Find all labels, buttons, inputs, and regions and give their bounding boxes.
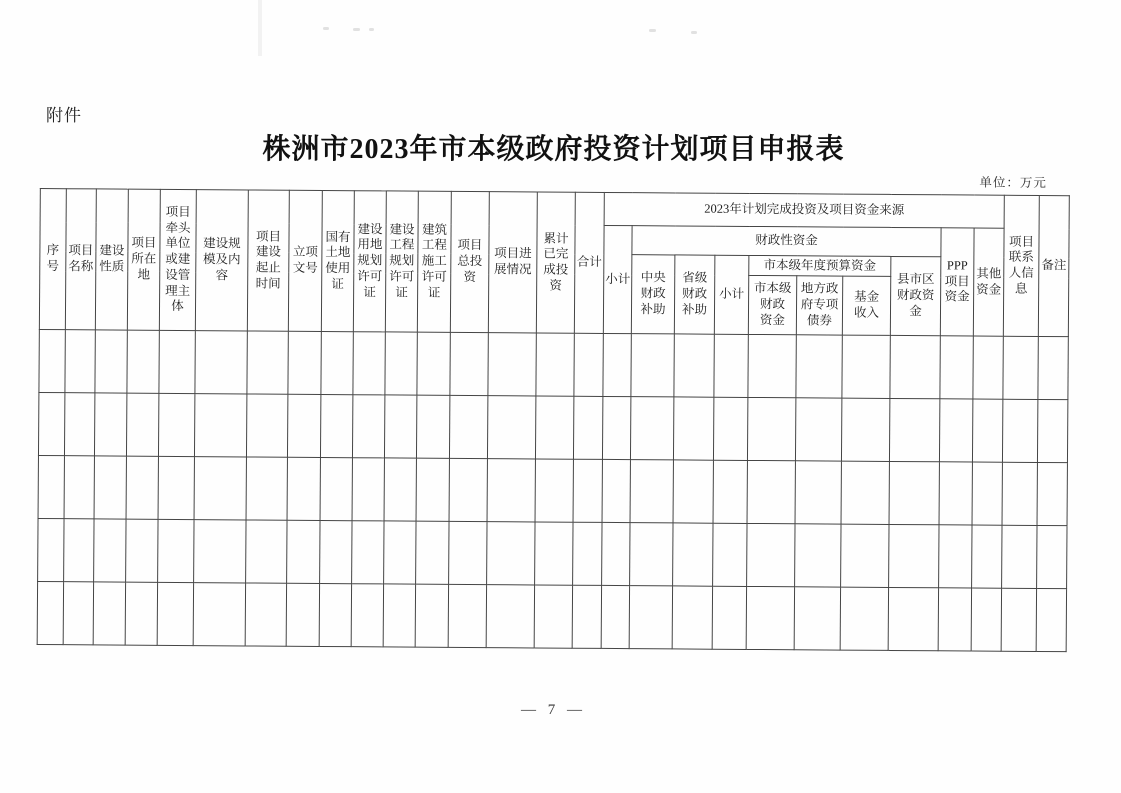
empty-cell	[353, 332, 385, 395]
empty-cell	[352, 395, 384, 458]
empty-cell	[38, 455, 64, 518]
col-fund-income: 基金 收入	[842, 276, 890, 335]
empty-cell	[1001, 588, 1036, 651]
col-project-location: 项目 所在 地	[127, 189, 160, 330]
empty-cell	[450, 332, 488, 395]
col-project-name: 项目 名称	[65, 189, 96, 330]
empty-cell	[534, 585, 572, 648]
empty-cell	[416, 395, 449, 458]
empty-cell	[288, 331, 321, 394]
empty-cell	[383, 584, 415, 647]
col-cumulative-completed: 累计 已完 成投 资	[536, 192, 575, 333]
empty-cell	[246, 457, 287, 520]
col-start-end-time: 项目 建设 起止 时间	[247, 190, 289, 331]
col-approval-doc-no: 立项 文号	[288, 190, 322, 331]
empty-cell	[64, 519, 94, 582]
empty-cell	[938, 588, 971, 651]
empty-cell	[486, 585, 534, 648]
empty-cell	[674, 334, 714, 397]
empty-cell	[246, 394, 287, 457]
empty-cell	[631, 334, 674, 397]
empty-cell	[94, 456, 126, 519]
empty-cell	[287, 394, 320, 457]
table-body	[37, 329, 1068, 651]
empty-cell	[889, 524, 939, 587]
empty-cell	[1037, 462, 1067, 525]
empty-cell	[94, 393, 126, 456]
empty-cell	[385, 332, 417, 395]
col-ppp-funds: PPP 项目 资金	[940, 228, 974, 336]
empty-cell	[573, 522, 602, 585]
empty-data-row	[37, 581, 1066, 651]
empty-cell	[94, 519, 126, 582]
page-title: 株洲市2023年市本级政府投资计划项目申报表	[262, 134, 845, 165]
col-other-funds: 其他 资金	[973, 228, 1004, 336]
col-serial-no: 序 号	[39, 189, 66, 330]
empty-cell	[573, 396, 602, 459]
empty-cell	[320, 457, 352, 520]
empty-cell	[841, 461, 889, 524]
empty-cell	[673, 460, 713, 523]
empty-cell	[194, 394, 246, 457]
empty-cell	[840, 587, 888, 650]
empty-cell	[673, 397, 713, 460]
empty-cell	[487, 396, 535, 459]
empty-cell	[126, 519, 158, 582]
empty-cell	[888, 587, 938, 650]
empty-cell	[573, 459, 602, 522]
empty-cell	[384, 395, 416, 458]
empty-cell	[38, 392, 64, 455]
empty-cell	[320, 520, 352, 583]
empty-cell	[535, 459, 573, 522]
empty-cell	[63, 582, 93, 645]
empty-cell	[194, 457, 246, 520]
empty-cell	[487, 522, 535, 585]
empty-cell	[321, 331, 353, 394]
empty-data-row	[38, 455, 1067, 525]
empty-cell	[842, 335, 890, 398]
col-2023-subtotal: 小计	[603, 225, 632, 333]
empty-cell	[37, 581, 63, 644]
empty-cell	[1002, 462, 1037, 525]
empty-cell	[448, 584, 486, 647]
empty-cell	[748, 334, 796, 397]
empty-cell	[714, 334, 748, 397]
empty-cell	[65, 330, 95, 393]
empty-cell	[39, 329, 65, 392]
empty-cell	[194, 520, 246, 583]
empty-cell	[1003, 336, 1038, 399]
empty-cell	[1036, 588, 1066, 651]
col-lead-unit: 项目 牵头 单位 或建 设管 理主 体	[159, 189, 196, 330]
scan-artifact	[691, 31, 697, 34]
empty-cell	[535, 522, 573, 585]
empty-cell	[795, 461, 841, 524]
empty-cell	[972, 525, 1002, 588]
empty-cell	[535, 396, 573, 459]
empty-cell	[630, 523, 673, 586]
scan-artifact	[258, 0, 262, 56]
empty-cell	[287, 457, 320, 520]
empty-cell	[384, 458, 416, 521]
empty-cell	[972, 399, 1002, 462]
empty-cell	[416, 521, 449, 584]
group-2023-investment-sources: 2023年计划完成投资及项目资金来源	[604, 192, 1004, 228]
empty-cell	[795, 398, 841, 461]
col-county-district-fiscal: 县市区 财政资 金	[890, 256, 941, 335]
col-remarks: 备注	[1038, 195, 1069, 336]
empty-cell	[746, 586, 794, 649]
empty-cell	[126, 393, 158, 456]
empty-cell	[747, 523, 795, 586]
empty-cell	[352, 521, 384, 584]
col-local-gov-special-bonds: 地方政 府专项 债券	[796, 276, 842, 335]
scan-artifact	[353, 28, 360, 31]
col-contact-info: 项目 联系 人信 息	[1003, 195, 1039, 336]
group-fiscal-funds: 财政性资金	[632, 226, 941, 257]
empty-cell	[536, 333, 574, 396]
empty-cell	[713, 397, 747, 460]
empty-cell	[351, 584, 383, 647]
empty-cell	[64, 393, 94, 456]
empty-cell	[95, 330, 127, 393]
empty-cell	[713, 460, 747, 523]
empty-cell	[320, 394, 352, 457]
empty-cell	[629, 586, 672, 649]
col-central-subsidy: 中央 财政 补助	[631, 255, 675, 334]
empty-cell	[416, 458, 449, 521]
empty-cell	[193, 583, 245, 646]
empty-cell	[487, 459, 535, 522]
col-scale-content: 建设规 模及内 容	[195, 190, 248, 331]
empty-data-row	[38, 392, 1067, 462]
scan-artifact	[323, 27, 329, 30]
empty-cell	[889, 398, 939, 461]
col-total-investment: 项目 总投 资	[450, 191, 489, 332]
empty-cell	[1002, 525, 1037, 588]
empty-cell	[841, 524, 889, 587]
empty-cell	[1037, 525, 1067, 588]
col-construction-nature: 建设 性质	[95, 189, 128, 330]
empty-cell	[572, 585, 601, 648]
empty-cell	[890, 335, 940, 398]
empty-cell	[415, 584, 448, 647]
empty-cell	[713, 523, 747, 586]
empty-cell	[747, 460, 795, 523]
empty-cell	[319, 583, 351, 646]
empty-cell	[795, 524, 841, 587]
empty-cell	[245, 583, 286, 646]
empty-data-row	[38, 518, 1067, 588]
empty-cell	[602, 459, 630, 522]
empty-cell	[1038, 336, 1068, 399]
col-municipal-budget-subtotal: 小计	[714, 255, 749, 334]
empty-cell	[417, 332, 450, 395]
empty-cell	[488, 333, 536, 396]
empty-cell	[127, 330, 159, 393]
empty-cell	[601, 585, 629, 648]
page-number: — 7 —	[521, 702, 586, 718]
empty-cell	[126, 456, 158, 519]
empty-cell	[38, 518, 64, 581]
table-header	[39, 189, 1069, 337]
empty-cell	[796, 335, 842, 398]
empty-cell	[1003, 399, 1038, 462]
empty-cell	[158, 456, 194, 519]
empty-cell	[158, 393, 194, 456]
col-progress-status: 项目进 展情况	[488, 192, 537, 333]
empty-cell	[64, 456, 94, 519]
empty-cell	[747, 397, 795, 460]
empty-cell	[157, 582, 193, 645]
col-grand-total: 合计	[574, 192, 604, 333]
empty-cell	[841, 398, 889, 461]
empty-cell	[672, 586, 712, 649]
empty-cell	[794, 587, 840, 650]
col-land-planning-permit: 建设 用地 规划 许可 证	[353, 191, 386, 332]
scan-artifact	[369, 28, 374, 31]
empty-cell	[971, 588, 1001, 651]
empty-cell	[195, 331, 247, 394]
col-land-use-cert: 国有 土地 使用 证	[321, 190, 354, 331]
empty-cell	[384, 521, 416, 584]
empty-cell	[939, 525, 972, 588]
col-project-planning-permit: 建设 工程 规划 许可 证	[385, 191, 418, 332]
group-municipal-budget: 市本级年度预算资金	[749, 255, 891, 276]
col-municipal-fiscal-funds: 市本级 财政 资金	[748, 275, 796, 334]
empty-cell	[602, 396, 630, 459]
empty-cell	[125, 582, 157, 645]
empty-cell	[939, 399, 972, 462]
empty-cell	[712, 586, 746, 649]
attachment-label: 附件	[46, 106, 82, 125]
empty-cell	[939, 462, 972, 525]
empty-cell	[1038, 399, 1068, 462]
form-table-area	[37, 166, 1071, 652]
empty-cell	[574, 333, 603, 396]
empty-cell	[973, 336, 1003, 399]
declaration-table	[37, 188, 1070, 652]
col-provincial-subsidy: 省级 财政 补助	[674, 255, 715, 334]
col-construction-permit: 建筑 工程 施工 许可 证	[417, 191, 451, 332]
empty-cell	[972, 462, 1002, 525]
empty-cell	[449, 521, 487, 584]
empty-cell	[940, 336, 973, 399]
empty-cell	[287, 520, 320, 583]
empty-data-row	[39, 329, 1068, 399]
empty-cell	[889, 461, 939, 524]
empty-cell	[673, 523, 713, 586]
scan-artifact	[649, 29, 656, 32]
empty-cell	[158, 519, 194, 582]
empty-cell	[246, 520, 287, 583]
empty-cell	[159, 330, 195, 393]
empty-cell	[630, 397, 673, 460]
empty-cell	[449, 458, 487, 521]
empty-cell	[630, 460, 673, 523]
empty-cell	[603, 333, 631, 396]
empty-cell	[602, 522, 630, 585]
unit-note: 单位：万元	[979, 175, 1047, 191]
empty-cell	[247, 331, 288, 394]
empty-cell	[286, 583, 319, 646]
empty-cell	[352, 458, 384, 521]
empty-cell	[93, 582, 125, 645]
empty-cell	[449, 395, 487, 458]
